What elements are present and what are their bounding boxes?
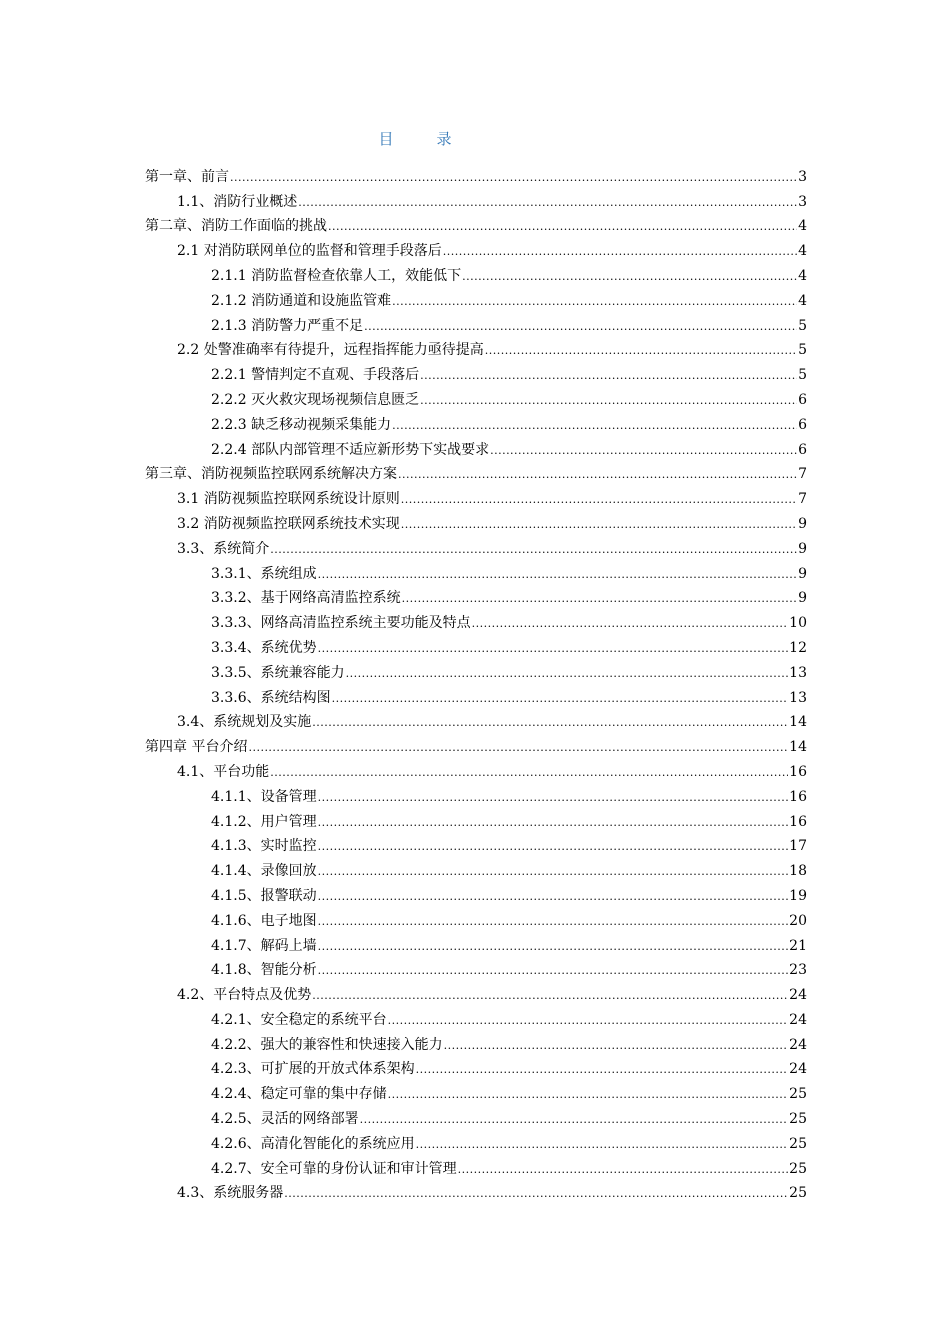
toc-entry[interactable] [145,384,807,409]
toc-entry[interactable] [145,583,807,608]
toc-entry[interactable] [145,409,807,434]
toc-entry-page-number: 21 [789,937,807,954]
toc-entry-page-number: 9 [798,540,807,557]
toc-leader-dots [420,393,797,409]
toc-leader-dots [402,591,797,607]
toc-entry-label: 3.3.1、系统组成 [211,565,317,582]
toc-entry-label: 第三章、消防视频监控联网系统解决方案 [145,466,397,483]
toc-entry[interactable] [145,632,807,657]
toc-leader-dots [401,492,797,508]
toc-entry[interactable] [145,459,807,484]
toc-entry-page-number: 6 [798,441,807,458]
toc-entry-label: 3.3.5、系统兼容能力 [211,664,345,681]
toc-entry-label: 4.2.7、安全可靠的身份认证和审计管理 [211,1160,457,1177]
toc-entry[interactable] [145,260,807,285]
toc-entry-page-number: 16 [789,788,807,805]
toc-entry[interactable] [145,1078,807,1103]
toc-entry-page-number: 4 [798,243,807,260]
toc-leader-dots [388,1087,789,1103]
toc-entry-label: 3.3.4、系统优势 [211,639,317,656]
toc-entry-page-number: 4 [798,292,807,309]
toc-leader-dots [346,666,789,682]
toc-leader-dots [270,765,788,781]
toc-leader-dots [444,1038,789,1054]
toc-entry-label: 4.3、系统服务器 [177,1185,284,1202]
toc-entry-page-number: 6 [798,391,807,408]
toc-entry-label: 2.1.1 消防监督检查依靠人工，效能低下 [211,267,462,284]
toc-entry-label: 第二章、消防工作面临的挑战 [145,218,327,235]
toc-entry-page-number: 9 [798,515,807,532]
toc-entry[interactable] [145,930,807,955]
toc-leader-dots [398,467,797,483]
toc-entry-label: 4.1.5、报警联动 [211,887,317,904]
toc-entry-page-number: 9 [798,565,807,582]
toc-entry[interactable] [145,607,807,632]
toc-entry-label: 2.2.4 部队内部管理不适应新形势下实战要求 [211,441,490,458]
toc-entry-label: 4.1.7、解码上墙 [211,937,317,954]
toc-entry-label: 4.1.4、录像回放 [211,863,317,880]
toc-leader-dots [485,343,797,359]
toc-leader-dots [388,1013,789,1029]
toc-entry-label: 2.2.2 灭火救灾现场视频信息匮乏 [211,391,420,408]
toc-entry[interactable] [145,434,807,459]
toc-leader-dots [230,170,797,186]
toc-leader-dots [416,1137,789,1153]
toc-entry-page-number: 14 [789,714,807,731]
toc-entry-page-number: 5 [798,342,807,359]
toc-entry-page-number: 18 [789,863,807,880]
toc-entry[interactable] [145,905,807,930]
toc-entry[interactable] [145,955,807,980]
toc-entry-page-number: 25 [789,1160,807,1177]
toc-entry-label: 4.2.1、安全稳定的系统平台 [211,1011,387,1028]
toc-leader-dots [392,294,797,310]
toc-entry-page-number: 25 [789,1086,807,1103]
toc-entry[interactable] [145,533,807,558]
toc-entry-page-number: 3 [798,168,807,185]
toc-leader-dots [458,1162,789,1178]
toc-entry[interactable] [145,1029,807,1054]
toc-entry-label: 第四章 平台介绍 [145,739,248,756]
toc-entry-page-number: 10 [789,615,807,632]
toc-leader-dots [318,815,789,831]
toc-leader-dots [328,219,797,235]
toc-leader-dots [472,616,789,632]
toc-leader-dots [318,790,789,806]
toc-entry-label: 2.1.3 消防警力严重不足 [211,317,364,334]
toc-entry-label: 2.1.2 消防通道和设施监管难 [211,292,392,309]
toc-entry-page-number: 7 [798,466,807,483]
toc-entry[interactable] [145,657,807,682]
toc-entry[interactable] [145,731,807,756]
toc-entry-label: 4.2.2、强大的兼容性和快速接入能力 [211,1036,443,1053]
toc-entry[interactable] [145,781,807,806]
toc-leader-dots [443,244,797,260]
toc-entry[interactable] [145,235,807,260]
toc-entry[interactable] [145,855,807,880]
toc-entry[interactable] [145,806,807,831]
toc-entry-page-number: 4 [798,218,807,235]
toc-entry-page-number: 25 [789,1185,807,1202]
toc-entry-page-number: 23 [789,962,807,979]
toc-leader-dots [318,914,789,930]
toc-entry[interactable] [145,1153,807,1178]
toc-entry-label: 4.2.4、稳定可靠的集中存储 [211,1086,387,1103]
toc-entry[interactable] [145,1004,807,1029]
toc-entry[interactable] [145,756,807,781]
toc-entry[interactable] [145,1054,807,1079]
toc-entry-page-number: 9 [798,590,807,607]
toc-entry[interactable] [145,682,807,707]
toc-leader-dots [284,1186,788,1202]
toc-entry-page-number: 16 [789,763,807,780]
toc-entry-page-number: 17 [789,838,807,855]
toc-leader-dots [248,740,788,756]
toc-entry-page-number: 7 [798,491,807,508]
toc-leader-dots [462,269,797,285]
toc-entry-label: 第一章、前言 [145,168,229,185]
toc-entry-page-number: 19 [789,887,807,904]
toc-leader-dots [298,195,797,211]
toc-leader-dots [312,715,788,731]
toc-entry-page-number: 12 [789,639,807,656]
toc-leader-dots [318,889,789,905]
toc-entry[interactable] [145,310,807,335]
toc-leader-dots [420,368,797,384]
toc-leader-dots [312,988,788,1004]
toc-entry-label: 3.3、系统简介 [177,540,270,557]
toc-entry-label: 3.3.2、基于网络高清监控系统 [211,590,401,607]
toc-entry-page-number: 24 [789,1011,807,1028]
toc-entry[interactable] [145,359,807,384]
toc-entry-label: 4.1、平台功能 [177,763,270,780]
toc-entry-page-number: 4 [798,267,807,284]
toc-entry-label: 2.2.1 警情判定不直观、手段落后 [211,367,420,384]
toc-entry-label: 4.1.8、智能分析 [211,962,317,979]
toc-entry-page-number: 5 [798,317,807,334]
toc-entry-label: 4.2、平台特点及优势 [177,987,312,1004]
toc-leader-dots [318,864,789,880]
toc-leader-dots [318,939,789,955]
toc-entry-label: 2.1 对消防联网单位的监督和管理手段落后 [177,243,442,260]
toc-leader-dots [318,839,789,855]
toc-entry[interactable] [145,285,807,310]
toc-entry-label: 4.2.5、灵活的网络部署 [211,1111,359,1128]
toc-leader-dots [270,542,797,558]
toc-title: 目 录 [378,130,466,148]
toc-entry[interactable] [145,979,807,1004]
toc-entry-label: 3.3.3、网络高清监控系统主要功能及特点 [211,615,471,632]
toc-entry-page-number: 16 [789,813,807,830]
toc-entry-label: 4.1.3、实时监控 [211,838,317,855]
toc-entry-label: 4.1.2、用户管理 [211,813,317,830]
toc-entry-label: 1.1、消防行业概述 [177,193,298,210]
toc-entry-page-number: 6 [798,416,807,433]
toc-entry-label: 3.4、系统规划及实施 [177,714,312,731]
toc-entry[interactable] [145,1128,807,1153]
toc-leader-dots [392,418,797,434]
toc-entry-page-number: 3 [798,193,807,210]
toc-leader-dots [332,691,789,707]
toc-entry-label: 4.1.6、电子地图 [211,912,317,929]
toc-entry-label: 4.2.3、可扩展的开放式体系架构 [211,1061,415,1078]
toc-leader-dots [318,567,797,583]
toc-entry[interactable] [145,880,807,905]
toc-entry[interactable] [145,161,807,186]
toc-entry[interactable] [145,1178,807,1203]
toc-leader-dots [318,963,789,979]
toc-entry-page-number: 13 [789,689,807,706]
toc-entry[interactable] [145,483,807,508]
toc-entry-label: 4.1.1、设备管理 [211,788,317,805]
toc-entry-page-number: 14 [789,739,807,756]
toc-leader-dots [401,517,797,533]
toc-entry-label: 2.2.3 缺乏移动视频采集能力 [211,416,392,433]
toc-leader-dots [364,319,797,335]
toc-entry-label: 4.2.6、高清化智能化的系统应用 [211,1135,415,1152]
toc-entry[interactable] [145,831,807,856]
toc-entry-label: 3.1 消防视频监控联网系统设计原则 [177,491,400,508]
toc-entry-label: 3.2 消防视频监控联网系统技术实现 [177,515,400,532]
toc-entry[interactable] [145,186,807,211]
toc-leader-dots [416,1062,789,1078]
toc-entry[interactable] [145,707,807,732]
toc-entry-page-number: 24 [789,1036,807,1053]
toc-entry[interactable] [145,558,807,583]
toc-leader-dots [318,641,789,657]
toc-leader-dots [360,1112,789,1128]
toc-entry-page-number: 24 [789,987,807,1004]
toc-entry[interactable] [145,508,807,533]
toc-entry-page-number: 13 [789,664,807,681]
toc-entry-page-number: 5 [798,367,807,384]
toc-entry[interactable] [145,211,807,236]
toc-entry[interactable] [145,335,807,360]
toc-leader-dots [490,443,797,459]
toc-entry-page-number: 25 [789,1111,807,1128]
toc-entry-label: 2.2 处警准确率有待提升，远程指挥能力亟待提高 [177,342,484,359]
toc-list [145,161,807,1202]
toc-entry[interactable] [145,1103,807,1128]
toc-entry-page-number: 25 [789,1135,807,1152]
toc-entry-page-number: 20 [789,912,807,929]
toc-entry-label: 3.3.6、系统结构图 [211,689,331,706]
toc-entry-page-number: 24 [789,1061,807,1078]
